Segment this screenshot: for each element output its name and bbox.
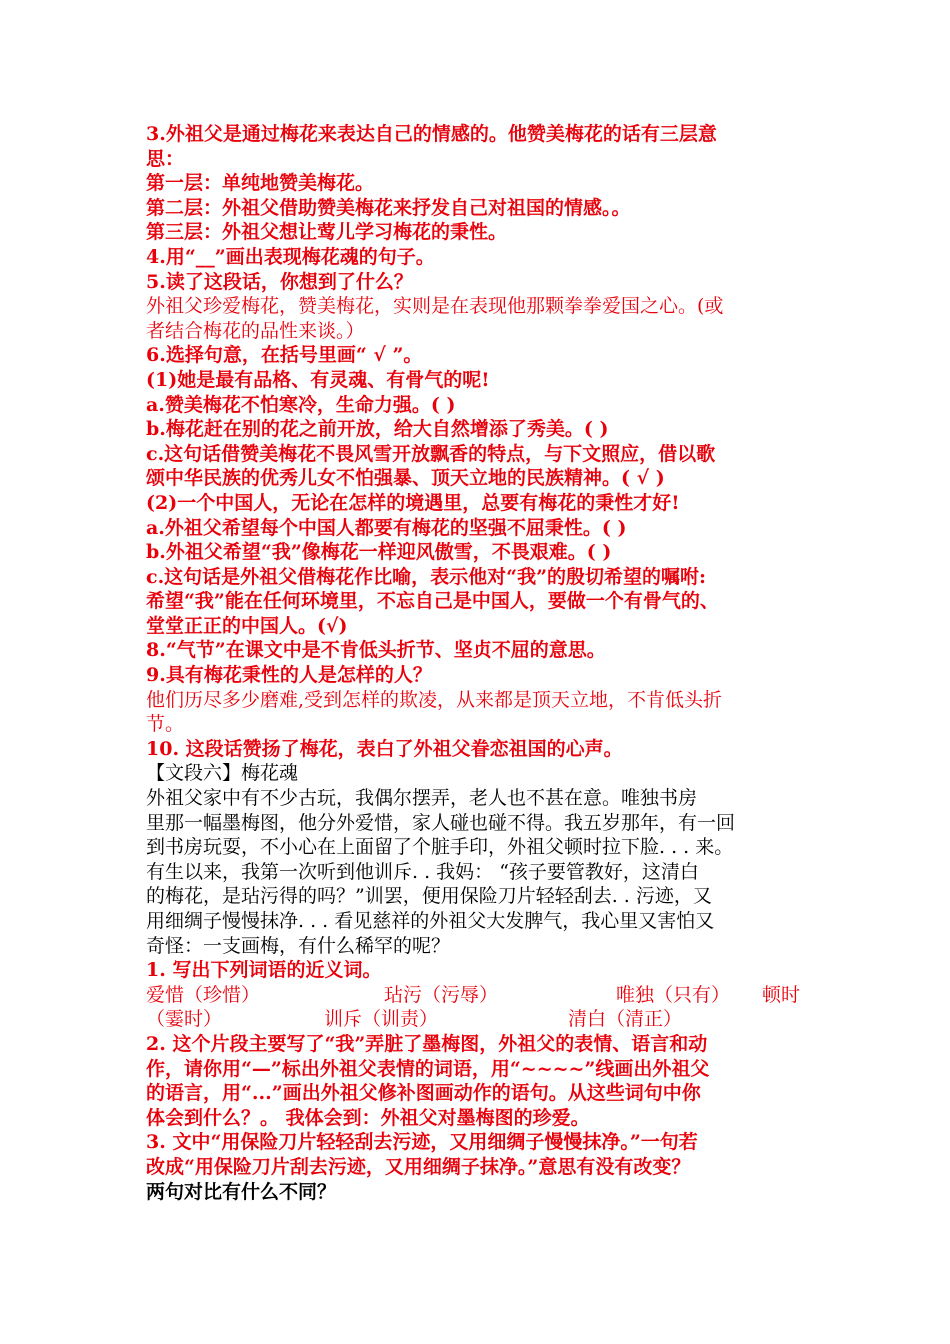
text-line: 两句对比有什么不同？: [146, 1180, 337, 1203]
vocab-row-2: [146, 1007, 814, 1032]
text-line: 10. 这段话赞扬了梅花，表白了外祖父眷恋祖国的心声。: [146, 737, 623, 760]
text-line: 2. 这个片段主要写了“我”弄脏了墨梅图，外祖父的表情、语言和动: [146, 1032, 708, 1055]
vocab-item: （霎时）: [146, 1008, 223, 1031]
text-line: 【文段六】梅花魂: [146, 762, 299, 785]
vocab-item: 玷污（污辱）: [384, 983, 499, 1006]
text-line: 改成“用保险刀片刮去污迹，又用细绸子抹净。”意思有没有改变？: [146, 1155, 691, 1178]
text-line: 5.读了这段话，你想到了什么？: [146, 270, 413, 293]
text-line: 1. 写出下列词语的近义词。: [146, 959, 382, 982]
vocab-item: 清白（清正）: [568, 1008, 683, 1031]
vocab-row-1: [146, 983, 814, 1008]
vocab-item: 顿时: [762, 983, 801, 1006]
text-line: 用细绸子慢慢抹净. . . 看见慈祥的外祖父大发脾气，我心里又害怕又: [146, 910, 715, 932]
text-line: b.外祖父希望“我”像梅花一样迎风傲雪，不畏艰难。( ): [146, 541, 612, 564]
text-line: 4.用“__”画出表现梅花魂的句子。: [146, 245, 435, 268]
text-line: 他们历尽多少磨难,受到怎样的欺凌，从来都是顶天立地，不肯低头折: [146, 688, 723, 711]
vocab-item: 训斥（训责）: [324, 1008, 439, 1031]
text-line: 外祖父珍爱梅花，赞美梅花，实则是在表现他那颗拳拳爱国之心。(或: [146, 295, 724, 318]
text-line: a.外祖父希望每个中国人都要有梅花的坚强不屈秉性。( ): [146, 516, 627, 539]
text-line: 思：: [146, 147, 185, 170]
text-line: 的语言，用“...”画出外祖父修补图画动作的语句。从这些词句中你: [146, 1082, 701, 1105]
text-line: 体会到什么？。 我体会到：外祖父对墨梅图的珍爱。: [146, 1106, 590, 1129]
answer-block-top: [146, 122, 814, 983]
text-line: 节。: [146, 713, 185, 736]
text-line: 第二层：外祖父借助赞美梅花来抒发自己对祖国的情感。。: [146, 196, 631, 219]
text-line: 的梅花，是玷污得的吗？”训罢，便用保险刀片轻轻刮去. . 污迹，又: [146, 885, 712, 908]
text-line: (2)一个中国人，无论在怎样的境遇里，总要有梅花的秉性才好!: [146, 491, 680, 514]
text-line: 3.外祖父是通过梅花来表达自己的情感的。他赞美梅花的话有三层意: [146, 123, 717, 145]
text-line: 颂中华民族的优秀儿女不怕强暴、顶天立地的民族精神。( √ ): [146, 467, 665, 490]
text-line: 第三层：外祖父想让莺儿学习梅花的秉性。: [146, 221, 508, 244]
text-line: 6.选择句意，在括号里画“ √ ”。: [146, 344, 423, 367]
document-page: [146, 122, 814, 1204]
answer-block-bottom: [146, 1032, 814, 1204]
vocab-item: 唯独（只有）: [616, 983, 731, 1006]
text-line: 8.“气节”在课文中是不肯低头折节、坚贞不屈的意思。: [146, 639, 606, 662]
text-line: 外祖父家中有不少古玩，我偶尔摆弄，老人也不甚在意。唯独书房: [146, 787, 698, 810]
text-line: a.赞美梅花不怕寒冷，生命力强。( ): [146, 393, 456, 416]
text-line: 9.具有梅花秉性的人是怎样的人？: [146, 664, 432, 687]
text-line: 第一层：单纯地赞美梅花。: [146, 172, 375, 195]
text-line: 希望“我”能在任何环境里，不忘自己是中国人，要做一个有骨气的、: [146, 590, 719, 613]
text-line: 3. 文中“用保险刀片轻轻刮去污迹，又用细绸子慢慢抹净。”一句若: [146, 1131, 698, 1154]
text-line: c.这句话是外祖父借梅花作比喻，表示他对“我”的殷切希望的嘱咐:: [146, 565, 707, 588]
vocab-item: 爱惜（珍惜）: [146, 983, 261, 1006]
text-line: 奇怪：一支画梅，有什么稀罕的呢？: [146, 934, 451, 957]
text-line: 里那一幅墨梅图，他分外爱惜，家人碰也碰不得。我五岁那年，有一回: [146, 811, 736, 834]
text-line: (1)她是最有品格、有灵魂、有骨气的呢!: [146, 368, 490, 391]
text-line: 到书房玩耍，不小心在上面留了个脏手印，外祖父顿时拉下脸. . . 来。: [146, 836, 734, 859]
text-line: 有生以来，我第一次听到他训斥. . 我妈： “孩子要管教好，这清白: [146, 860, 699, 883]
text-line: 者结合梅花的品性来谈。）: [146, 319, 365, 342]
text-line: 作，请你用“—”标出外祖父表情的词语，用“~~~~”线画出外祖父: [146, 1057, 710, 1080]
text-line: 堂堂正正的中国人。(√): [146, 614, 348, 637]
text-line: c.这句话借赞美梅花不畏风雪开放飘香的特点，与下文照应，借以歌: [146, 442, 716, 465]
text-line: b.梅花赶在别的花之前开放，给大自然增添了秀美。( ): [146, 418, 609, 441]
